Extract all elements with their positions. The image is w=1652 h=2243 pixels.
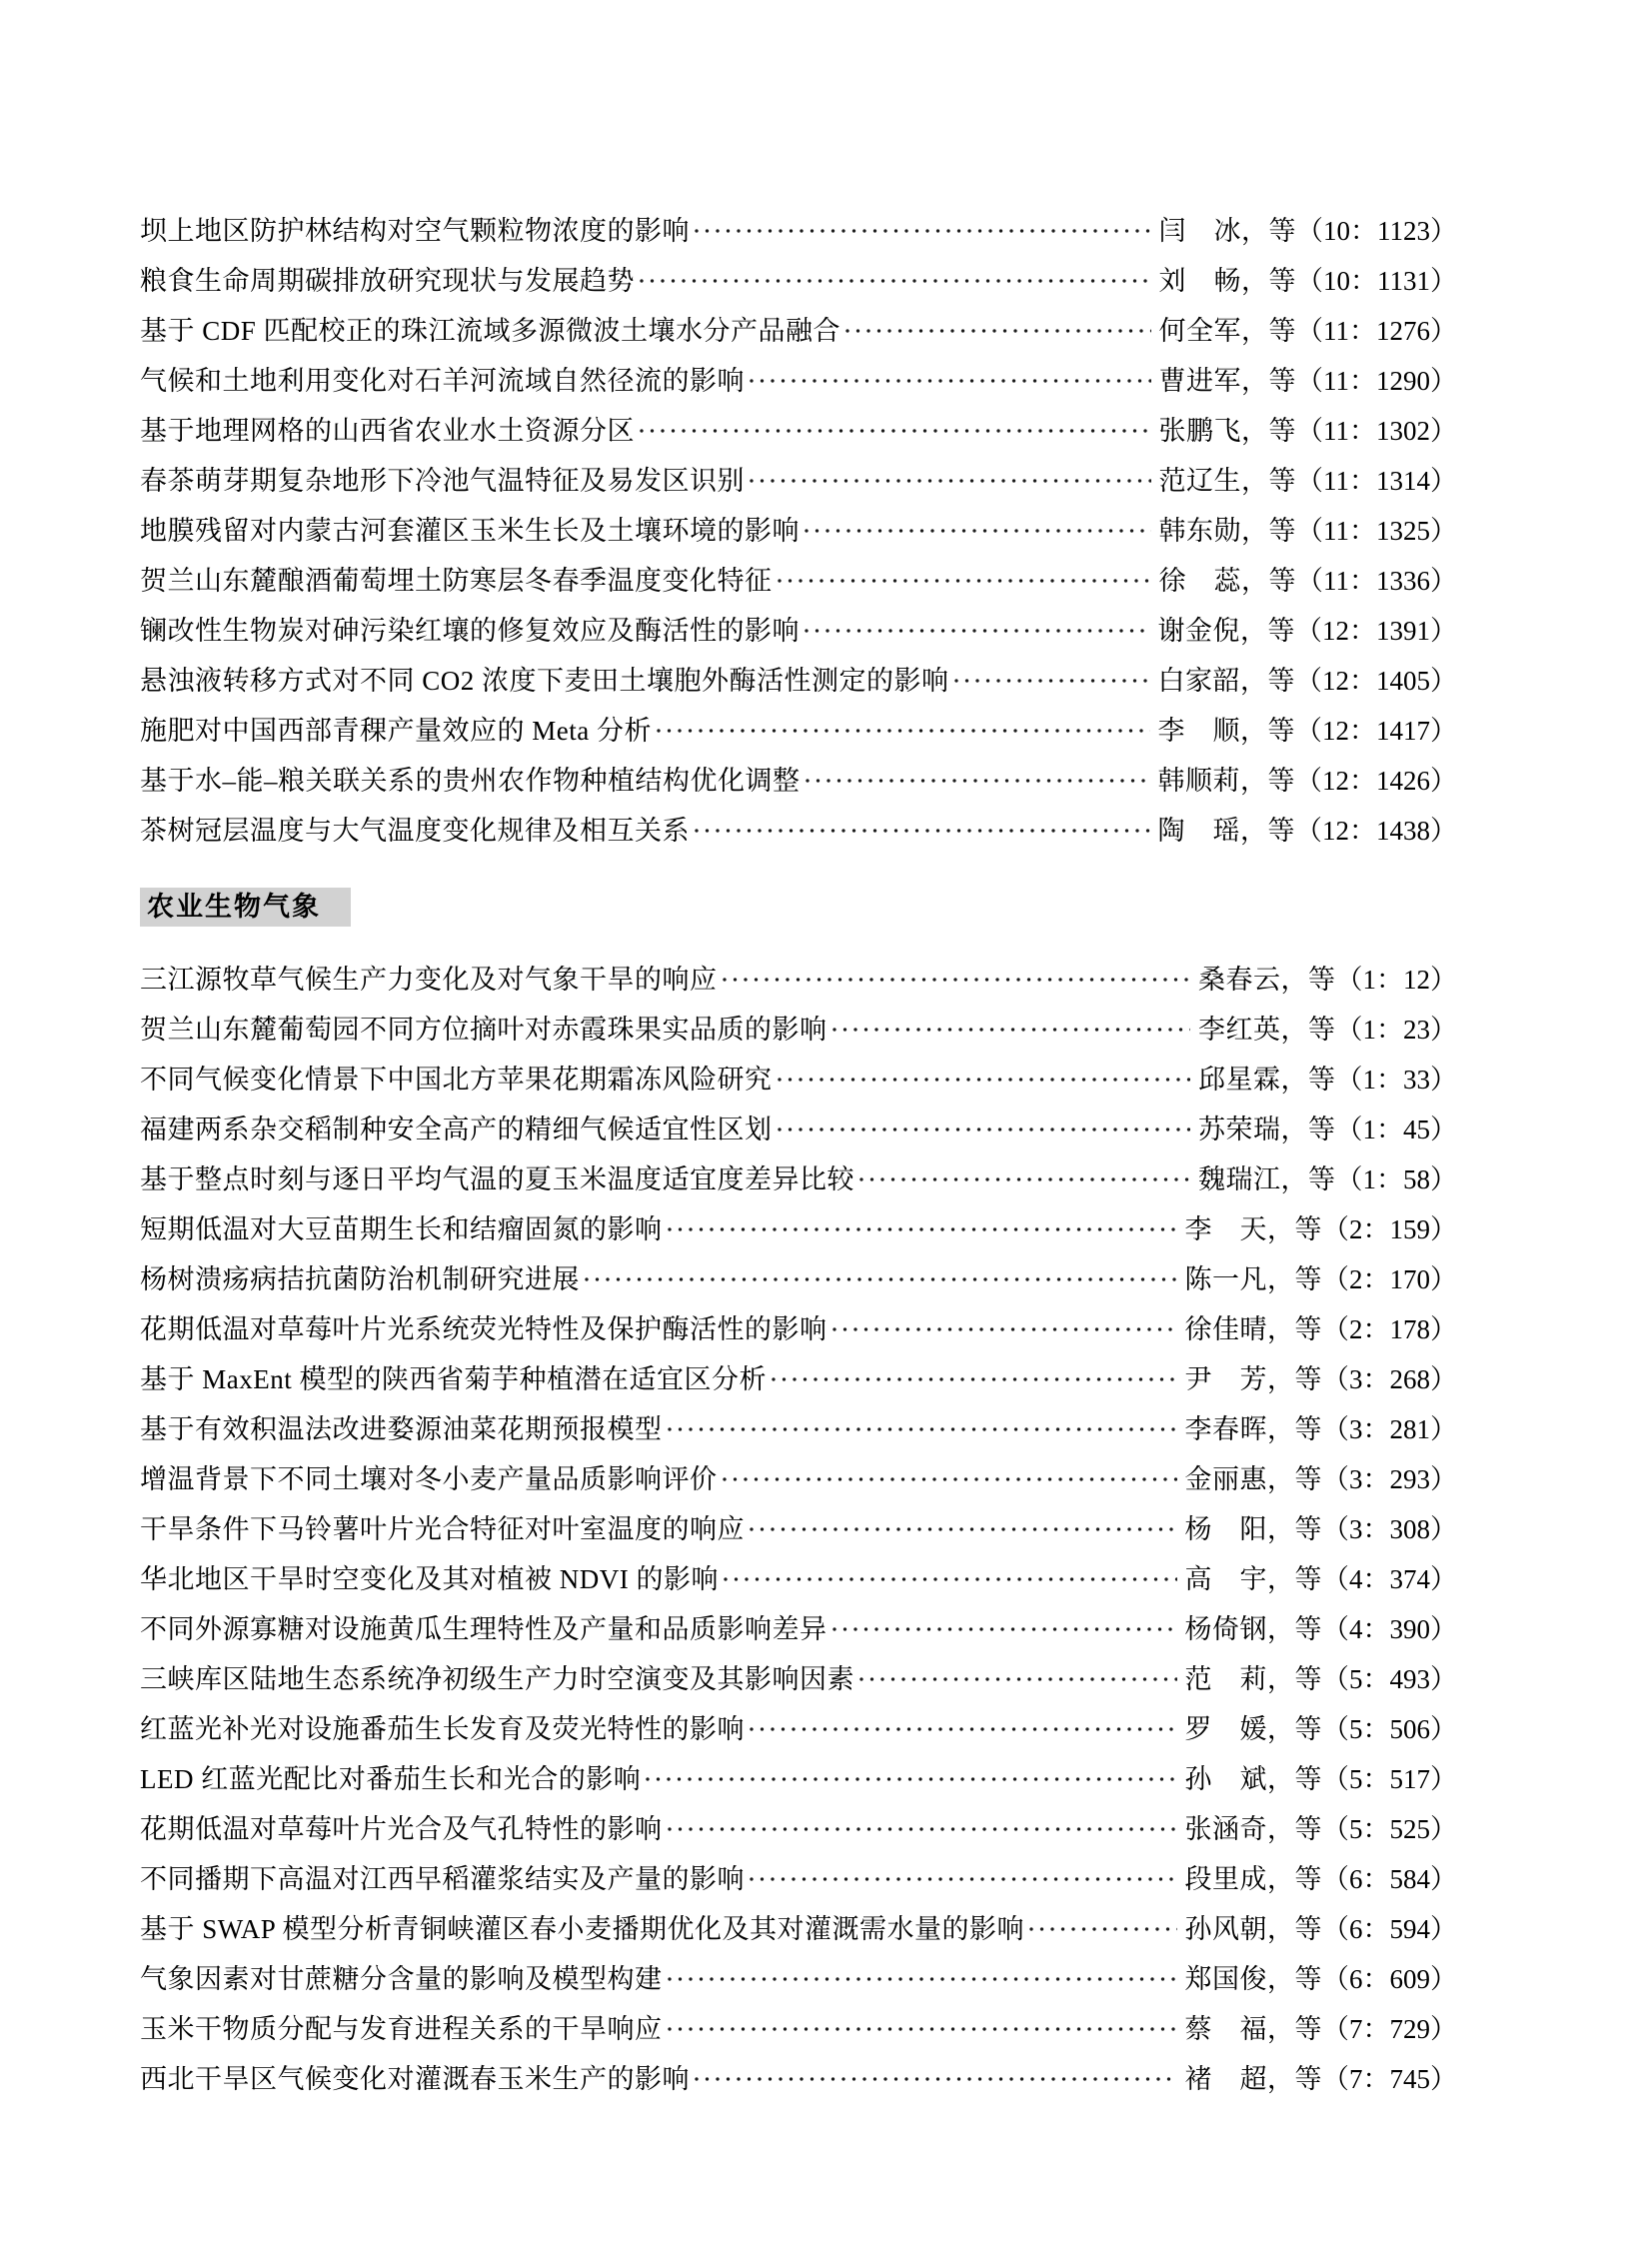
toc-entry-list	[140, 955, 1457, 2104]
entry-ref: （6：609）	[1322, 1964, 1457, 1994]
entry-title: 春茶萌芽期复杂地形下冷池气温特征及易发区识别	[140, 466, 745, 496]
entry-title: LED 红蓝光配比对番茄生长和光合的影响	[140, 1764, 642, 1794]
entry-ref: （6：594）	[1322, 1914, 1457, 1944]
entry-title: 基于整点时刻与逐日平均气温的夏玉米温度适宜度差异比较	[140, 1164, 854, 1194]
entry-title: 短期低温对大豆苗期生长和结瘤固氮的影响	[140, 1214, 663, 1244]
toc-entry	[140, 656, 1457, 706]
entry-title: 基于 MaxEnt 模型的陕西省菊芋种植潜在适宜区分析	[140, 1364, 767, 1394]
toc-entry	[140, 1055, 1457, 1105]
toc-entry	[140, 556, 1457, 606]
entry-author: 尹 芳，等	[1184, 1364, 1322, 1394]
toc-entry	[140, 206, 1457, 256]
dot-leader	[665, 1804, 1177, 1854]
entry-ref: （10：1123）	[1296, 216, 1457, 246]
toc-entry	[140, 1854, 1457, 1904]
entry-author: 蔡 福，等	[1184, 2014, 1322, 2044]
entry-title: 悬浊液转移方式对不同 CO2 浓度下麦田土壤胞外酶活性测定的影响	[140, 666, 949, 696]
entry-title: 地膜残留对内蒙古河套灌区玉米生长及土壤环境的影响	[140, 516, 800, 546]
entry-ref: （12：1426）	[1295, 766, 1457, 796]
entry-ref: （7：729）	[1322, 2014, 1457, 2044]
toc-entry	[140, 2004, 1457, 2054]
entry-author: 高 宇，等	[1184, 1564, 1322, 1594]
entry-title: 杨树溃疡病拮抗菌防治机制研究进展	[140, 1264, 580, 1294]
entry-title: 坝上地区防护林结构对空气颗粒物浓度的影响	[140, 216, 690, 246]
entry-ref: （3：308）	[1322, 1514, 1457, 1544]
section-header-label: 农业生物气象	[140, 888, 351, 927]
entry-ref: （2：170）	[1322, 1264, 1457, 1294]
entry-author: 孙风朝，等	[1184, 1914, 1322, 1944]
toc-entry	[140, 1554, 1457, 1604]
dot-leader	[637, 256, 1151, 306]
dot-leader	[802, 506, 1151, 556]
section-gap	[140, 927, 1457, 955]
dot-leader	[643, 1754, 1176, 1804]
entry-author: 张鹏飞，等	[1158, 416, 1296, 446]
dot-leader	[747, 456, 1151, 506]
entry-title: 增温背景下不同土壤对冬小麦产量品质影响评价	[140, 1464, 718, 1494]
entry-title: 施肥对中国西部青稞产量效应的 Meta 分析	[140, 716, 652, 746]
entry-author: 曹进军，等	[1158, 366, 1296, 396]
entry-author: 谢金倪，等	[1157, 616, 1295, 646]
entry-title: 花期低温对草莓叶片光系统荧光特性及保护酶活性的影响	[140, 1314, 827, 1344]
entry-title: 镧改性生物炭对砷污染红壤的修复效应及酶活性的影响	[140, 616, 800, 646]
dot-leader	[692, 806, 1150, 856]
entry-ref: （12：1417）	[1295, 716, 1457, 746]
toc-entry	[140, 706, 1457, 756]
dot-leader	[692, 206, 1151, 256]
toc-entry	[140, 256, 1457, 306]
dot-leader	[654, 706, 1150, 756]
entry-ref: （11：1336）	[1296, 566, 1457, 596]
toc-entry-list	[140, 206, 1457, 856]
entry-ref: （5：506）	[1322, 1714, 1457, 1744]
entry-title: 不同气候变化情景下中国北方苹果花期霜冻风险研究	[140, 1065, 773, 1095]
entry-ref: （5：517）	[1322, 1764, 1457, 1794]
entry-title: 基于有效积温法改进婺源油菜花期预报模型	[140, 1414, 663, 1444]
entry-ref: （11：1276）	[1296, 316, 1457, 346]
toc-entry	[140, 806, 1457, 856]
entry-author: 韩顺莉，等	[1157, 766, 1295, 796]
entry-ref: （11：1325）	[1296, 516, 1457, 546]
entry-title: 基于水–能–粮关联关系的贵州农作物种植结构优化调整	[140, 766, 801, 796]
entry-author: 陈一凡，等	[1184, 1264, 1322, 1294]
dot-leader	[769, 1354, 1177, 1404]
dot-leader	[747, 1704, 1177, 1754]
entry-author: 徐佳晴，等	[1184, 1314, 1322, 1344]
entry-ref: （1：23）	[1335, 1015, 1457, 1045]
entry-ref: （11：1314）	[1296, 466, 1457, 496]
entry-title: 基于 CDF 匹配校正的珠江流域多源微波土壤水分产品融合	[140, 316, 841, 346]
entry-ref: （1：58）	[1335, 1164, 1457, 1194]
entry-title: 花期低温对草莓叶片光合及气孔特性的影响	[140, 1814, 663, 1844]
entry-author: 何全军，等	[1158, 316, 1296, 346]
entry-title: 福建两系杂交稻制种安全高产的精细气候适宜性区划	[140, 1115, 773, 1144]
dot-leader	[665, 1404, 1177, 1454]
toc-entry	[140, 1704, 1457, 1754]
entry-ref: （7：745）	[1322, 2064, 1457, 2094]
entry-ref: （6：584）	[1322, 1864, 1457, 1894]
entry-author: 郑国俊，等	[1184, 1964, 1322, 1994]
toc-entry	[140, 1254, 1457, 1304]
dot-leader	[775, 556, 1151, 606]
entry-author: 金丽惠，等	[1184, 1464, 1322, 1494]
toc-entry	[140, 1454, 1457, 1504]
entry-ref: （1：33）	[1335, 1065, 1457, 1095]
toc-entry	[140, 1604, 1457, 1654]
entry-author: 闫 冰，等	[1158, 216, 1296, 246]
entry-ref: （12：1391）	[1295, 616, 1457, 646]
dot-leader	[721, 1554, 1177, 1604]
toc-entry	[140, 955, 1457, 1005]
dot-leader	[692, 2054, 1177, 2104]
dot-leader	[856, 1654, 1177, 1704]
entry-ref: （5：493）	[1322, 1664, 1457, 1694]
dot-leader	[856, 1154, 1190, 1204]
toc-entry	[140, 406, 1457, 456]
dot-leader	[720, 1454, 1177, 1504]
entry-author: 罗 媛，等	[1184, 1714, 1322, 1744]
entry-title: 三峡库区陆地生态系统净初级生产力时空演变及其影响因素	[140, 1664, 854, 1694]
entry-author: 杨 阳，等	[1184, 1514, 1322, 1544]
toc-entry	[140, 1504, 1457, 1554]
entry-ref: （3：281）	[1322, 1414, 1457, 1444]
dot-leader	[1026, 1904, 1176, 1954]
entry-title: 华北地区干旱时空变化及其对植被 NDVI 的影响	[140, 1564, 719, 1594]
dot-leader	[665, 2004, 1177, 2054]
toc-entry	[140, 756, 1457, 806]
entry-title: 贺兰山东麓酿酒葡萄埋土防寒层冬春季温度变化特征	[140, 566, 773, 596]
entry-author: 陶 瑶，等	[1157, 816, 1295, 846]
entry-ref: （2：178）	[1322, 1314, 1457, 1344]
toc-section-agri-biometeorology	[140, 888, 1457, 2104]
entry-author: 李 顺，等	[1157, 716, 1295, 746]
dot-leader	[829, 1304, 1177, 1354]
entry-title: 基于 SWAP 模型分析青铜峡灌区春小麦播期优化及其对灌溉需水量的影响	[140, 1914, 1025, 1944]
toc-entry	[140, 506, 1457, 556]
entry-author: 李春晖，等	[1184, 1414, 1322, 1444]
dot-leader	[829, 1005, 1191, 1055]
entry-ref: （1：45）	[1335, 1115, 1457, 1144]
entry-title: 茶树冠层温度与大气温度变化规律及相互关系	[140, 816, 690, 846]
entry-title: 气候和土地利用变化对石羊河流域自然径流的影响	[140, 366, 745, 396]
toc-entry	[140, 1404, 1457, 1454]
dot-leader	[747, 1854, 1177, 1904]
entry-ref: （12：1405）	[1295, 666, 1457, 696]
toc-entry	[140, 1904, 1457, 1954]
entry-ref: （11：1302）	[1296, 416, 1457, 446]
entry-author: 邱星霖，等	[1198, 1065, 1336, 1095]
entry-title: 不同播期下高温对江西早稻灌浆结实及产量的影响	[140, 1864, 745, 1894]
entry-author: 徐 蕊，等	[1158, 566, 1296, 596]
dot-leader	[582, 1254, 1177, 1304]
entry-ref: （2：159）	[1322, 1214, 1457, 1244]
entry-author: 范 莉，等	[1184, 1664, 1322, 1694]
section-header	[140, 888, 1457, 927]
entry-author: 段里成，等	[1184, 1864, 1322, 1894]
entry-ref: （4：390）	[1322, 1614, 1457, 1644]
dot-leader	[951, 656, 1150, 706]
entry-title: 粮食生命周期碳排放研究现状与发展趋势	[140, 266, 635, 296]
toc-entry	[140, 1954, 1457, 2004]
entry-ref: （3：293）	[1322, 1464, 1457, 1494]
dot-leader	[665, 1954, 1177, 2004]
entry-author: 李 天，等	[1184, 1214, 1322, 1244]
toc-entry	[140, 1754, 1457, 1804]
dot-leader	[775, 1055, 1191, 1105]
toc-entry	[140, 1304, 1457, 1354]
toc-entry	[140, 2054, 1457, 2104]
entry-title: 红蓝光补光对设施番茄生长发育及荧光特性的影响	[140, 1714, 745, 1744]
entry-ref: （1：12）	[1335, 965, 1457, 995]
dot-leader	[665, 1204, 1177, 1254]
entry-ref: （3：268）	[1322, 1364, 1457, 1394]
toc-entry	[140, 1154, 1457, 1204]
dot-leader	[637, 406, 1151, 456]
entry-title: 干旱条件下马铃薯叶片光合特征对叶室温度的响应	[140, 1514, 745, 1544]
entry-author: 李红英，等	[1198, 1015, 1336, 1045]
toc-section-continued	[140, 206, 1457, 856]
dot-leader	[829, 1604, 1177, 1654]
toc-entry	[140, 306, 1457, 356]
dot-leader	[802, 606, 1150, 656]
entry-ref: （4：374）	[1322, 1564, 1457, 1594]
toc-entry	[140, 606, 1457, 656]
toc-entry	[140, 1204, 1457, 1254]
entry-ref: （12：1438）	[1295, 816, 1457, 846]
entry-author: 白家韶，等	[1157, 666, 1295, 696]
entry-ref: （10：1131）	[1296, 266, 1457, 296]
toc-entry	[140, 1804, 1457, 1854]
entry-title: 三江源牧草气候生产力变化及对气象干旱的响应	[140, 965, 718, 995]
dot-leader	[842, 306, 1150, 356]
entry-title: 不同外源寡糖对设施黄瓜生理特性及产量和品质影响差异	[140, 1614, 827, 1644]
entry-author: 张涵奇，等	[1184, 1814, 1322, 1844]
entry-author: 韩东勋，等	[1158, 516, 1296, 546]
toc-entry	[140, 456, 1457, 506]
dot-leader	[747, 1504, 1177, 1554]
entry-title: 气象因素对甘蔗糖分含量的影响及模型构建	[140, 1964, 663, 1994]
entry-ref: （5：525）	[1322, 1814, 1457, 1844]
toc-entry	[140, 1005, 1457, 1055]
entry-author: 苏荣瑞，等	[1198, 1115, 1336, 1144]
toc-entry	[140, 1105, 1457, 1154]
entry-title: 基于地理网格的山西省农业水土资源分区	[140, 416, 635, 446]
dot-leader	[720, 955, 1191, 1005]
entry-author: 杨倚钢，等	[1184, 1614, 1322, 1644]
entry-author: 刘 畅，等	[1158, 266, 1296, 296]
entry-author: 褚 超，等	[1184, 2064, 1322, 2094]
toc-entry	[140, 1354, 1457, 1404]
entry-ref: （11：1290）	[1296, 366, 1457, 396]
entry-title: 西北干旱区气候变化对灌溉春玉米生产的影响	[140, 2064, 690, 2094]
entry-author: 魏瑞江，等	[1198, 1164, 1336, 1194]
entry-author: 范辽生，等	[1158, 466, 1296, 496]
dot-leader	[803, 756, 1150, 806]
dot-leader	[747, 356, 1151, 406]
entry-title: 玉米干物质分配与发育进程关系的干旱响应	[140, 2014, 663, 2044]
entry-author: 桑春云，等	[1198, 965, 1336, 995]
entry-title: 贺兰山东麓葡萄园不同方位摘叶对赤霞珠果实品质的影响	[140, 1015, 827, 1045]
toc-entry	[140, 1654, 1457, 1704]
entry-author: 孙 斌，等	[1184, 1764, 1322, 1794]
dot-leader	[775, 1105, 1191, 1154]
toc-entry	[140, 356, 1457, 406]
